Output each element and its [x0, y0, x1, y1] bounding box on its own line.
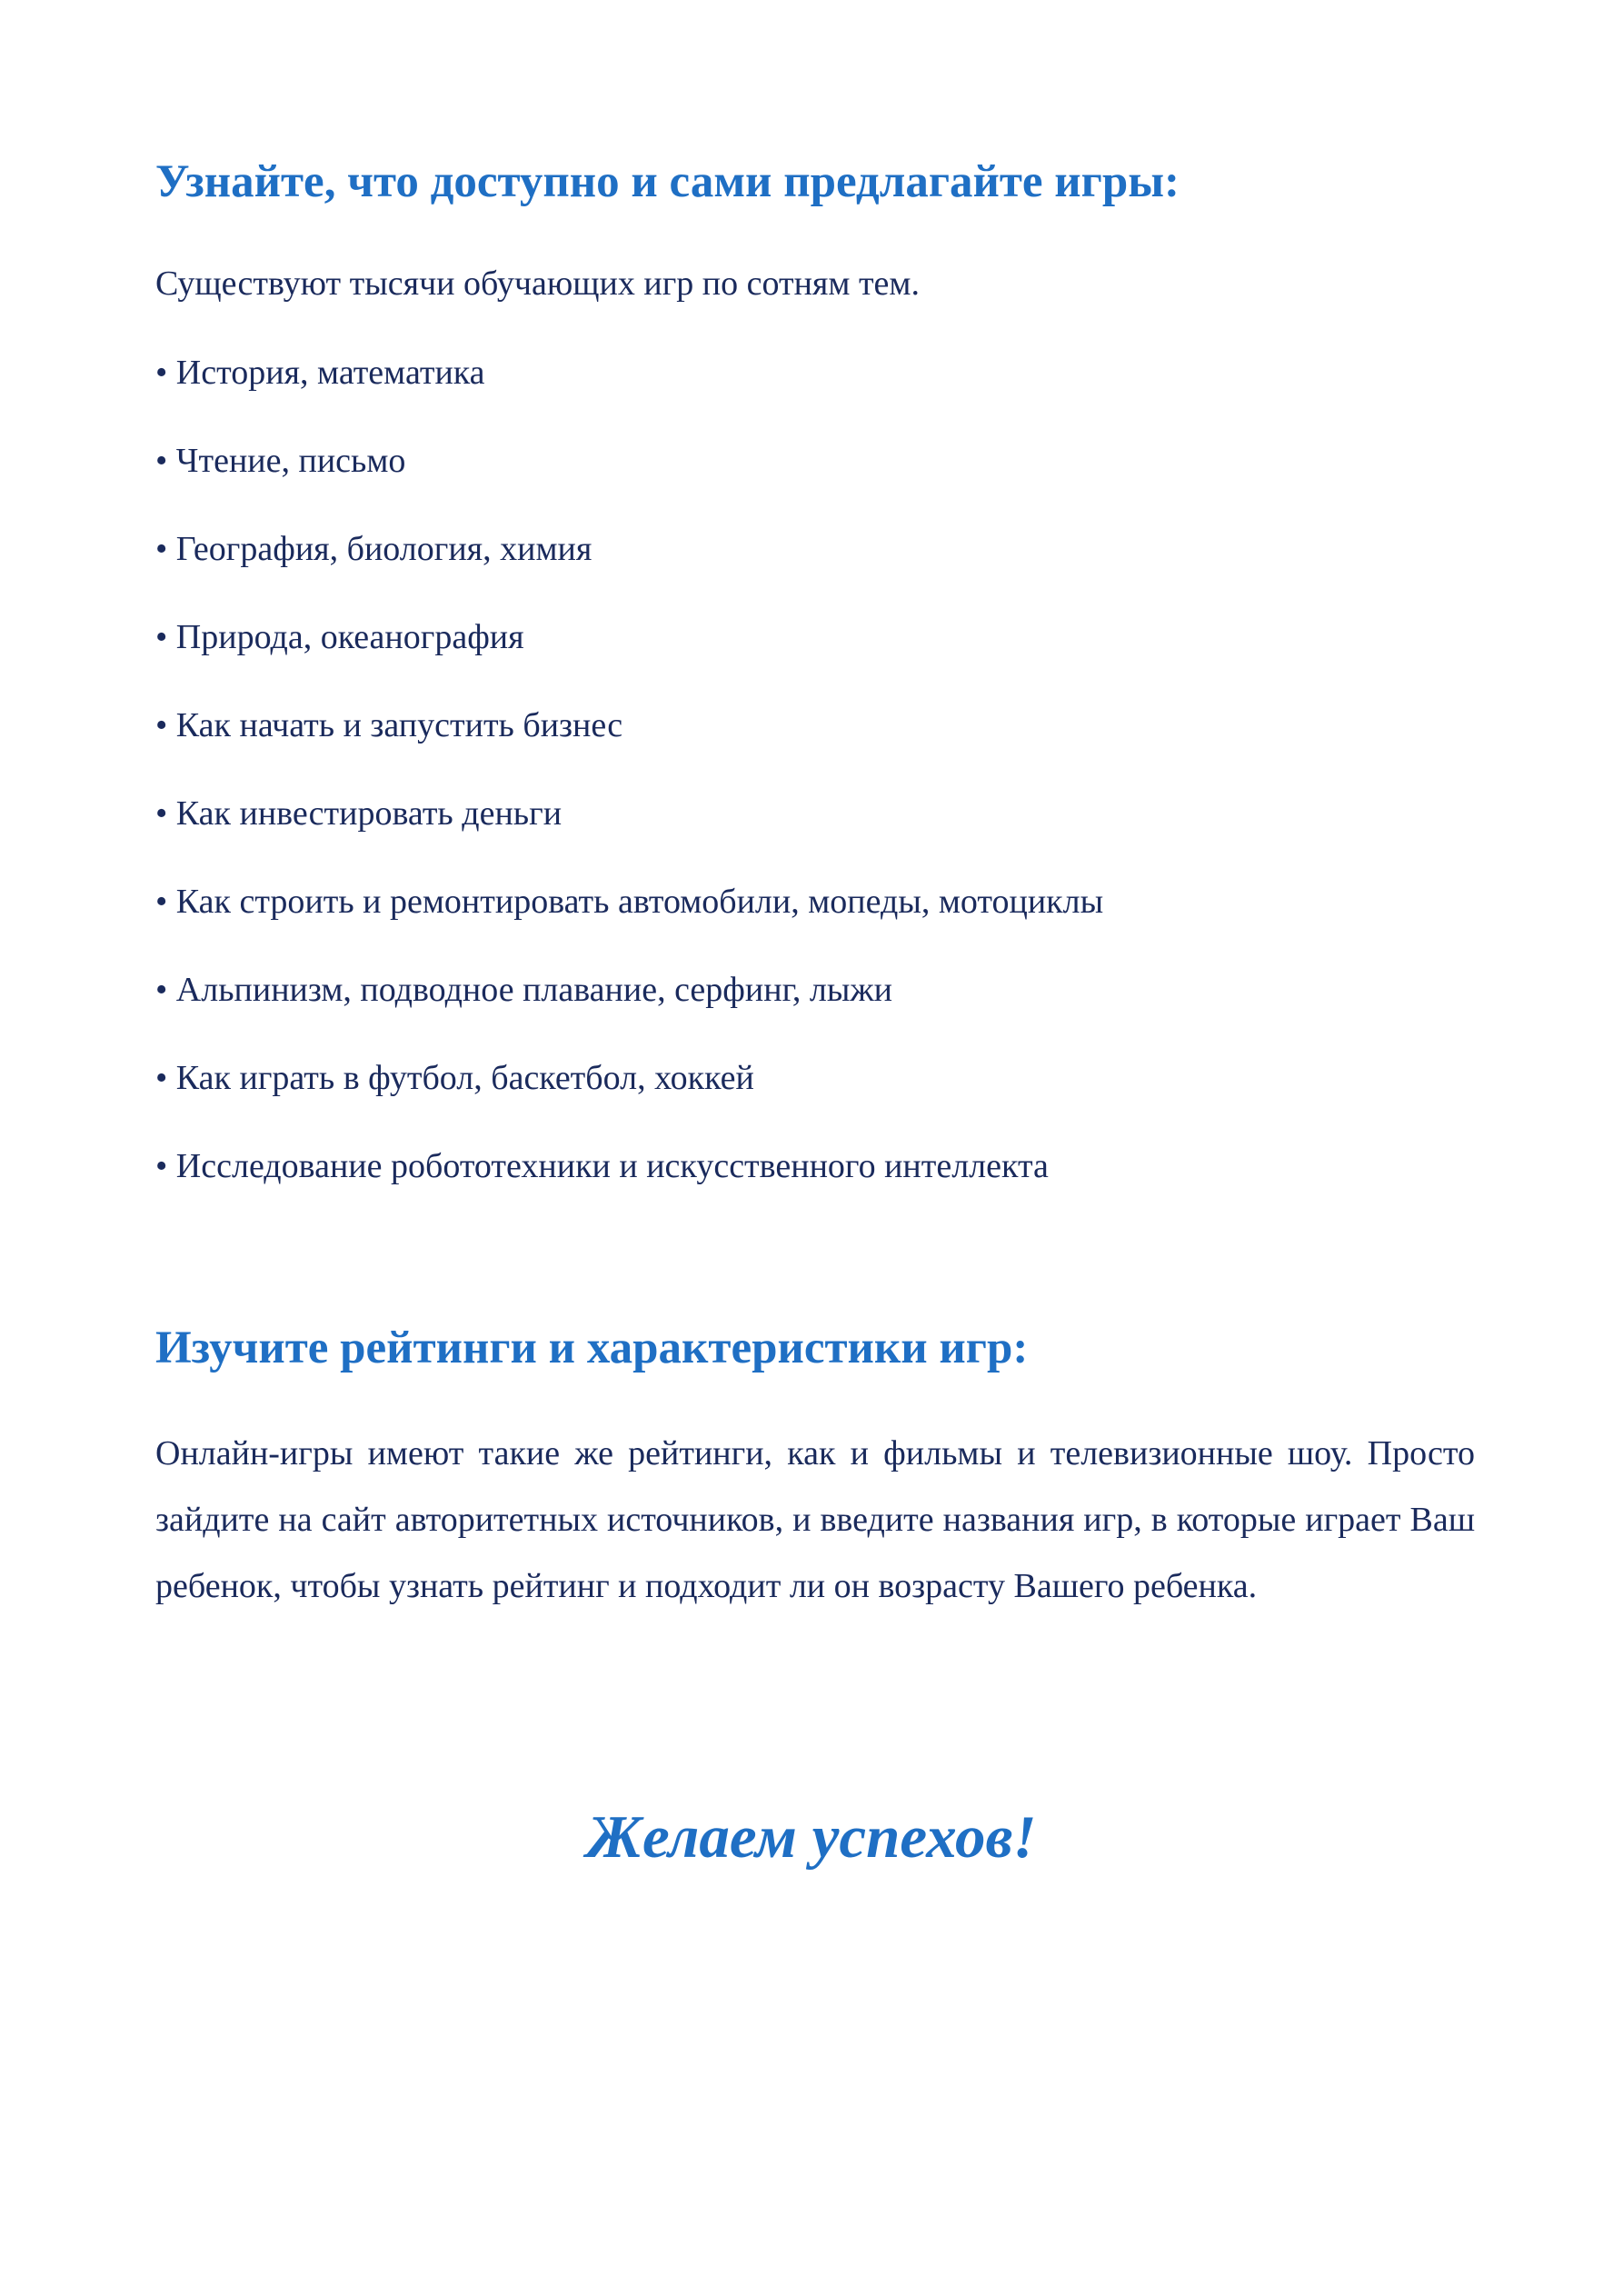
list-item: • Альпинизм, подводное плавание, серфинг, лыжи — [155, 971, 892, 1009]
intro-text: Существуют тысячи обучающих игр по сотням тем. — [155, 265, 920, 303]
list-item: • География, биология, химия — [155, 530, 592, 568]
list-item: • Чтение, письмо — [155, 442, 406, 480]
section-heading-games: Узнайте, что доступно и сами предлагайте игры: — [155, 156, 1180, 207]
ratings-paragraph: Онлайн-игры имеют такие же рейтинги, как и фильмы и телевизионные шоу. Просто зайдите на сайт авторитетных источников, и введите названия игр, в которые играет Ваш ребенок, чтобы узнать рейтинг и подходит ли он возрасту Вашего ребенка. — [155, 1434, 1475, 1605]
list-item: • Как играть в футбол, баскетбол, хоккей — [155, 1059, 754, 1097]
list-item: • Как строить и ремонтировать автомобили, мопеды, мотоциклы — [155, 883, 1104, 921]
list-item: • Как начать и запустить бизнес — [155, 706, 623, 744]
list-item: • Природа, океанография — [155, 618, 524, 656]
section-heading-ratings: Изучите рейтинги и характеристики игр: — [155, 1323, 1029, 1373]
topic-list — [155, 352, 1103, 1233]
list-item: • Исследование робототехники и искусственного интеллекта — [155, 1147, 1049, 1185]
list-item: • История, математика — [155, 354, 485, 392]
list-item: • Как инвестировать деньги — [155, 794, 563, 833]
closing-wish: Желаем успехов! — [586, 1803, 1037, 1871]
